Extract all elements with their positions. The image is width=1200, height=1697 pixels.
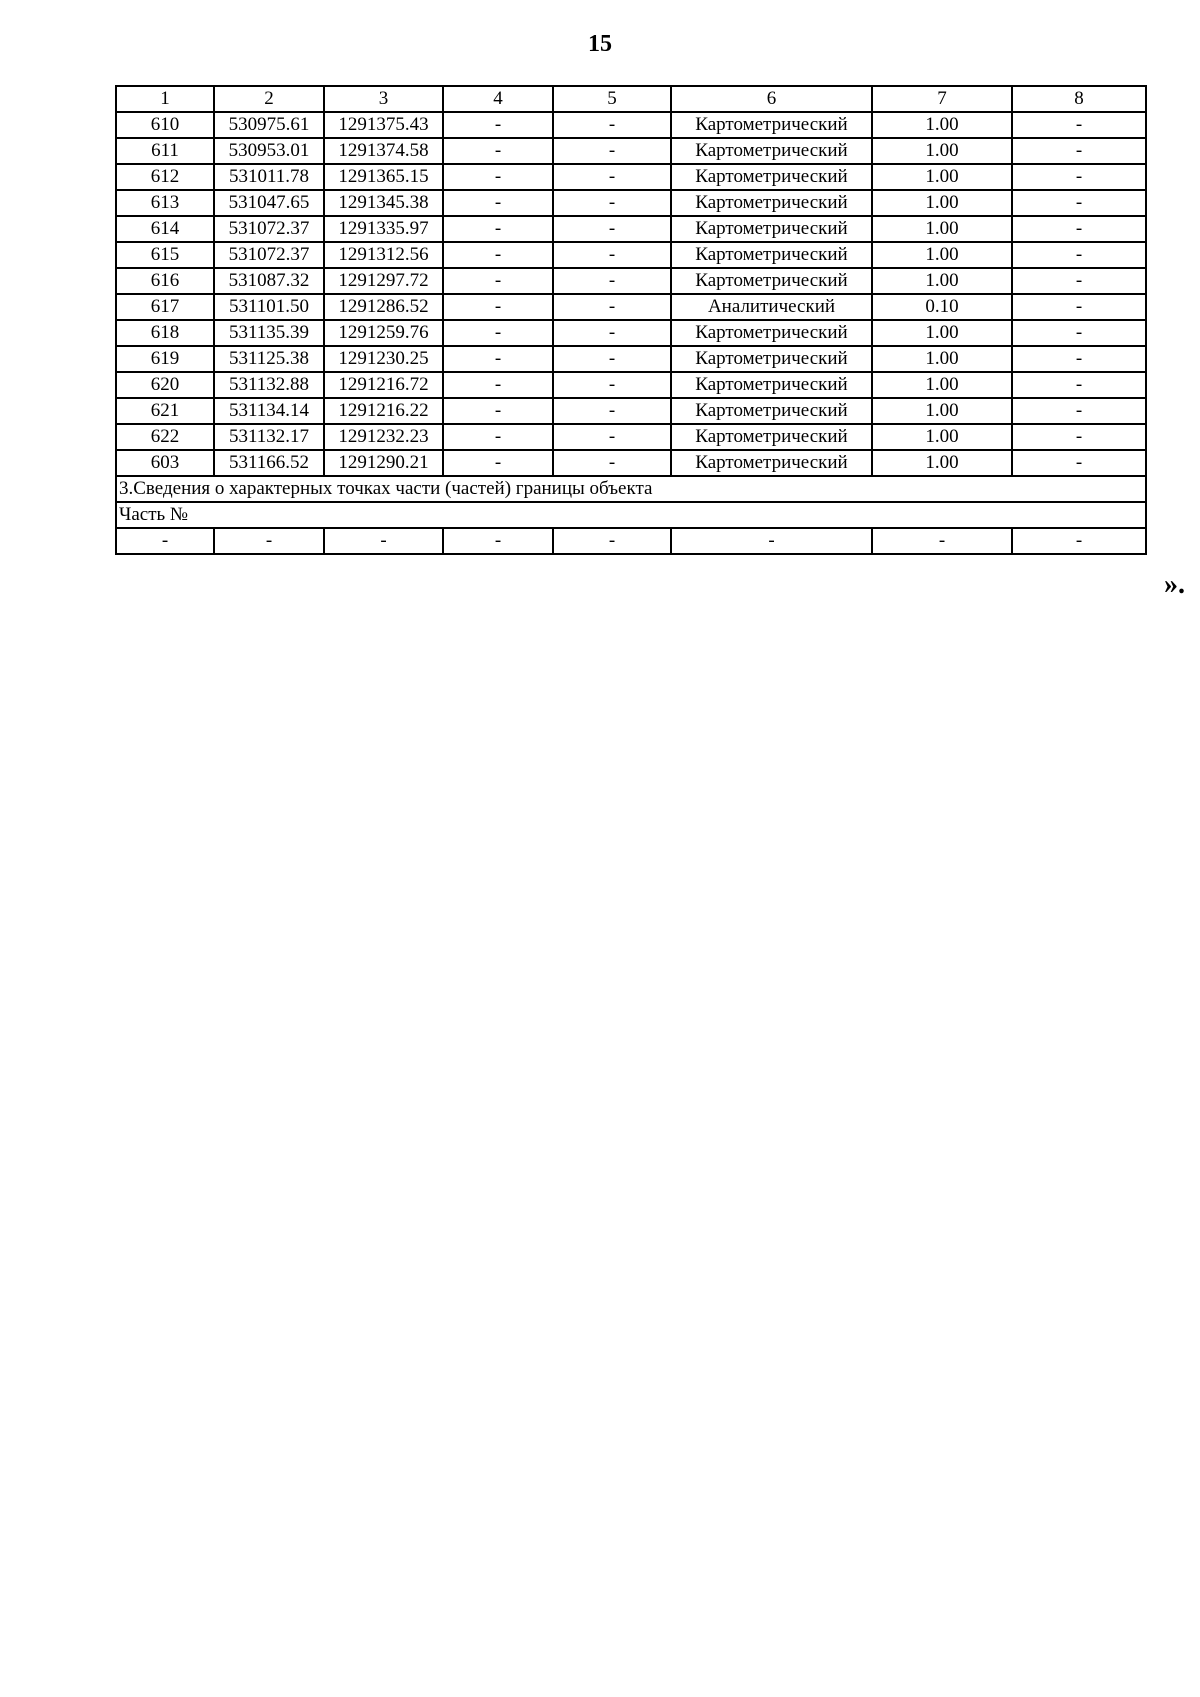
cell-col-8: - (1012, 242, 1146, 268)
cell-y-coordinate: 1291259.76 (324, 320, 443, 346)
cell-y-coordinate: 1291375.43 (324, 112, 443, 138)
cell-method: Картометрический (671, 268, 872, 294)
cell-col-4: - (443, 268, 553, 294)
cell-point-number: 618 (116, 320, 214, 346)
cell-col-5: - (553, 528, 671, 554)
cell-method: Картометрический (671, 372, 872, 398)
table-row (116, 450, 1146, 476)
cell-point-number: 621 (116, 398, 214, 424)
cell-col-4: - (443, 112, 553, 138)
cell-point-number: 615 (116, 242, 214, 268)
cell-col-4: - (443, 424, 553, 450)
cell-col-4: - (443, 346, 553, 372)
cell-y-coordinate: 1291232.23 (324, 424, 443, 450)
cell-point-number: - (116, 528, 214, 554)
cell-col-8: - (1012, 528, 1146, 554)
cell-x-coordinate: 531135.39 (214, 320, 324, 346)
table-row (116, 320, 1146, 346)
cell-point-number: 620 (116, 372, 214, 398)
cell-point-number: 616 (116, 268, 214, 294)
closing-quote-mark: ». (1164, 569, 1185, 600)
cell-point-number: 612 (116, 164, 214, 190)
cell-col-8: 8 (1012, 86, 1146, 112)
cell-col-8: - (1012, 138, 1146, 164)
cell-col-8: - (1012, 164, 1146, 190)
cell-col-4: - (443, 190, 553, 216)
cell-col-5: - (553, 268, 671, 294)
cell-y-coordinate: 1291312.56 (324, 242, 443, 268)
cell-col-5: - (553, 450, 671, 476)
part-label: Часть № (116, 502, 1146, 528)
cell-point-number: 603 (116, 450, 214, 476)
cell-col-8: - (1012, 398, 1146, 424)
empty-row (116, 528, 1146, 554)
cell-col-4: - (443, 294, 553, 320)
table-row (116, 164, 1146, 190)
cell-y-coordinate: 1291216.22 (324, 398, 443, 424)
cell-method: Картометрический (671, 450, 872, 476)
cell-col-4: - (443, 164, 553, 190)
table-row (116, 138, 1146, 164)
cell-point-number: 1 (116, 86, 214, 112)
cell-method: Картометрический (671, 346, 872, 372)
part-label-row (116, 502, 1146, 528)
cell-col-5: - (553, 164, 671, 190)
cell-col-5: 5 (553, 86, 671, 112)
table-row (116, 112, 1146, 138)
cell-col-4: - (443, 398, 553, 424)
cell-method: Картометрический (671, 164, 872, 190)
cell-col-8: - (1012, 372, 1146, 398)
cell-col-4: - (443, 450, 553, 476)
cell-accuracy: 1.00 (872, 190, 1012, 216)
cell-accuracy: 1.00 (872, 138, 1012, 164)
cell-x-coordinate: 531011.78 (214, 164, 324, 190)
cell-accuracy: 1.00 (872, 346, 1012, 372)
cell-col-8: - (1012, 450, 1146, 476)
section-3-title: 3.Сведения о характерных точках части (частей) границы объекта (116, 476, 1146, 502)
cell-y-coordinate: - (324, 528, 443, 554)
cell-method: Аналитический (671, 294, 872, 320)
cell-accuracy: 1.00 (872, 164, 1012, 190)
cell-method: 6 (671, 86, 872, 112)
cell-point-number: 614 (116, 216, 214, 242)
table-row (116, 242, 1146, 268)
table-row (116, 268, 1146, 294)
cell-point-number: 611 (116, 138, 214, 164)
cell-accuracy: 1.00 (872, 450, 1012, 476)
cell-x-coordinate: 531101.50 (214, 294, 324, 320)
cell-col-4: 4 (443, 86, 553, 112)
cell-col-5: - (553, 424, 671, 450)
section-3-row (116, 476, 1146, 502)
cell-method: Картометрический (671, 138, 872, 164)
cell-col-5: - (553, 112, 671, 138)
table-body (116, 86, 1146, 554)
cell-col-8: - (1012, 320, 1146, 346)
cell-accuracy: 1.00 (872, 320, 1012, 346)
cell-col-5: - (553, 190, 671, 216)
table-row (116, 424, 1146, 450)
cell-col-5: - (553, 346, 671, 372)
cell-method: Картометрический (671, 424, 872, 450)
cell-x-coordinate: 531072.37 (214, 216, 324, 242)
table-row (116, 398, 1146, 424)
table-row (116, 294, 1146, 320)
cell-col-8: - (1012, 268, 1146, 294)
cell-y-coordinate: 1291365.15 (324, 164, 443, 190)
cell-accuracy: - (872, 528, 1012, 554)
cell-x-coordinate: 531125.38 (214, 346, 324, 372)
cell-point-number: 613 (116, 190, 214, 216)
cell-y-coordinate: 1291216.72 (324, 372, 443, 398)
cell-point-number: 617 (116, 294, 214, 320)
cell-col-5: - (553, 398, 671, 424)
cell-col-8: - (1012, 190, 1146, 216)
cell-x-coordinate: 531132.17 (214, 424, 324, 450)
cell-x-coordinate: 531047.65 (214, 190, 324, 216)
cell-col-4: - (443, 242, 553, 268)
cell-y-coordinate: 1291374.58 (324, 138, 443, 164)
table-row (116, 216, 1146, 242)
cell-y-coordinate: 1291297.72 (324, 268, 443, 294)
cell-point-number: 622 (116, 424, 214, 450)
cell-y-coordinate: 3 (324, 86, 443, 112)
cell-col-4: - (443, 528, 553, 554)
cell-col-4: - (443, 372, 553, 398)
cell-col-5: - (553, 242, 671, 268)
cell-accuracy: 1.00 (872, 372, 1012, 398)
cell-accuracy: 0.10 (872, 294, 1012, 320)
cell-x-coordinate: 531166.52 (214, 450, 324, 476)
cell-x-coordinate: 530975.61 (214, 112, 324, 138)
cell-y-coordinate: 1291345.38 (324, 190, 443, 216)
cell-point-number: 610 (116, 112, 214, 138)
cell-method: Картометрический (671, 190, 872, 216)
cell-col-5: - (553, 294, 671, 320)
cell-method: Картометрический (671, 320, 872, 346)
cell-y-coordinate: 1291335.97 (324, 216, 443, 242)
cell-x-coordinate: - (214, 528, 324, 554)
cell-accuracy: 7 (872, 86, 1012, 112)
cell-col-5: - (553, 372, 671, 398)
cell-col-4: - (443, 320, 553, 346)
cell-x-coordinate: 531072.37 (214, 242, 324, 268)
cell-y-coordinate: 1291230.25 (324, 346, 443, 372)
cell-accuracy: 1.00 (872, 112, 1012, 138)
cell-col-5: - (553, 216, 671, 242)
cell-accuracy: 1.00 (872, 424, 1012, 450)
cell-y-coordinate: 1291290.21 (324, 450, 443, 476)
cell-method: Картометрический (671, 216, 872, 242)
cell-col-4: - (443, 138, 553, 164)
cell-col-8: - (1012, 112, 1146, 138)
cell-method: Картометрический (671, 398, 872, 424)
cell-col-8: - (1012, 424, 1146, 450)
header-row (116, 86, 1146, 112)
cell-col-8: - (1012, 294, 1146, 320)
cell-col-5: - (553, 138, 671, 164)
cell-col-8: - (1012, 346, 1146, 372)
cell-col-8: - (1012, 216, 1146, 242)
cell-method: - (671, 528, 872, 554)
table-row (116, 372, 1146, 398)
cell-method: Картометрический (671, 112, 872, 138)
cell-col-5: - (553, 320, 671, 346)
cell-accuracy: 1.00 (872, 398, 1012, 424)
cell-accuracy: 1.00 (872, 268, 1012, 294)
cell-point-number: 619 (116, 346, 214, 372)
table-row (116, 346, 1146, 372)
table-row (116, 190, 1146, 216)
cell-accuracy: 1.00 (872, 242, 1012, 268)
cell-accuracy: 1.00 (872, 216, 1012, 242)
cell-x-coordinate: 530953.01 (214, 138, 324, 164)
cell-x-coordinate: 531087.32 (214, 268, 324, 294)
page-number: 15 (588, 31, 612, 57)
cell-col-4: - (443, 216, 553, 242)
cell-method: Картометрический (671, 242, 872, 268)
cell-y-coordinate: 1291286.52 (324, 294, 443, 320)
boundary-points-table (115, 85, 1147, 555)
cell-x-coordinate: 2 (214, 86, 324, 112)
cell-x-coordinate: 531134.14 (214, 398, 324, 424)
cell-x-coordinate: 531132.88 (214, 372, 324, 398)
